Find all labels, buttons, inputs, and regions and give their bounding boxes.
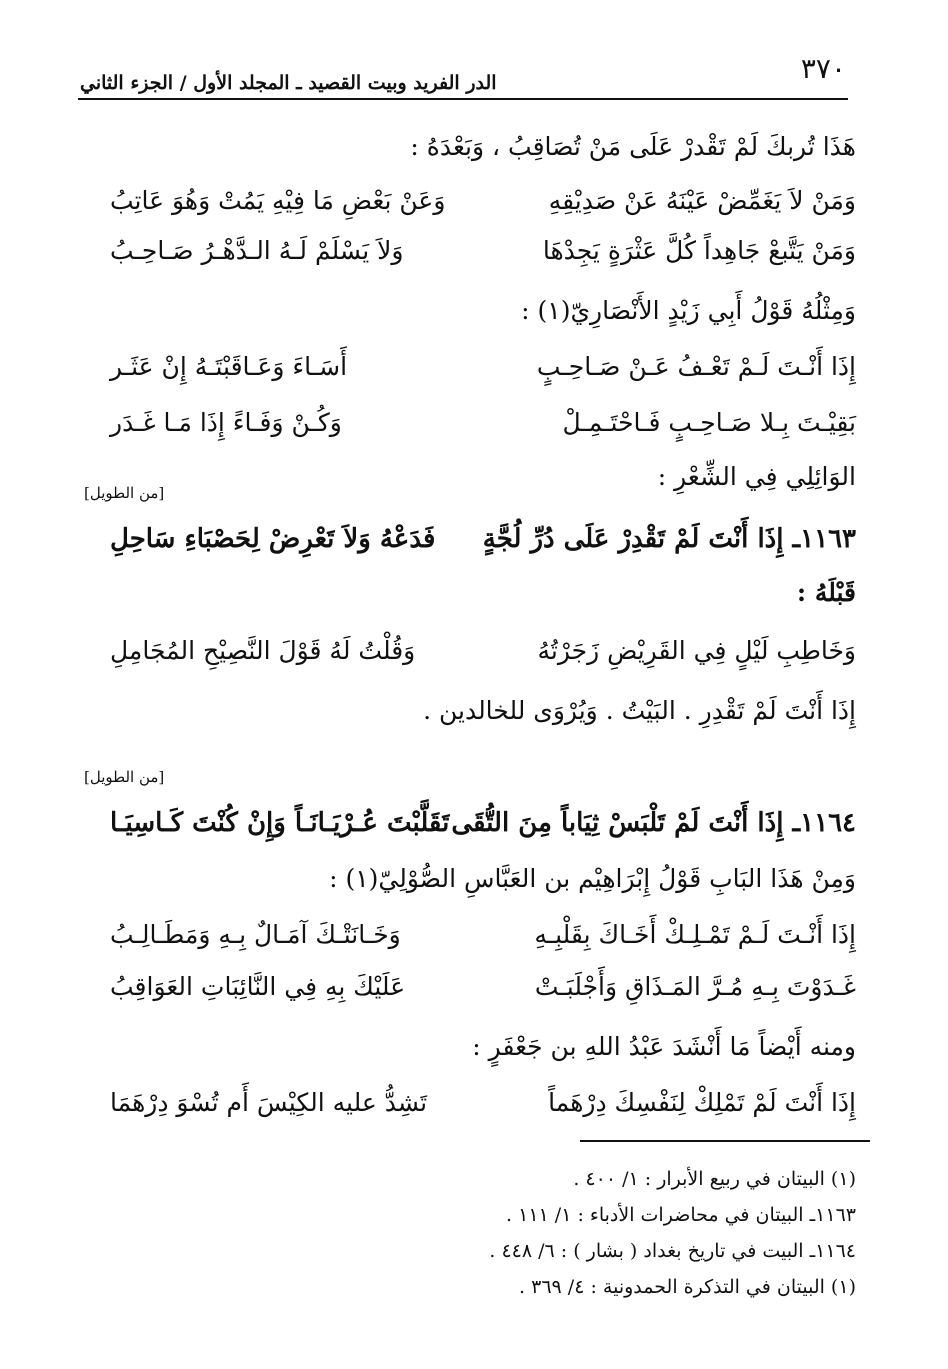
verse-first-hemistich: غَـدَوْتَ بِـهِ مُـرَّ المَـذَاقِ وَأَجْلَبَـتْ [534,972,856,1001]
verse-second-hemistich: أَسَـاءَ وَعَـاقَبْتَـهُ إِنْ عَثَـر [110,352,348,381]
prose-intro-4: قَبْلَهُ : [796,578,856,607]
verse-first-hemistich: وَمَنْ يَتَّبعْ جَاهِداً كُلَّ عَثْرَةٍ يَجِدْهَا [542,236,856,265]
footnote-rule [580,1140,870,1142]
verse-first-hemistich: إِذَا أَنْـتَ لَـمْ تَمْـلِـكْ أَخَـاكَ بِقَلْبِـهِ [534,920,856,949]
meter-label: [من الطويل] [84,768,165,786]
verse-second-hemistich: تَشِدُّ عليه الكِيْسَ أَم تُسْوَ دِرْهَمَا [110,1088,428,1117]
numbered-verse-1163 [110,524,856,564]
header-rule [78,98,848,100]
verse-second-hemistich: تَقَلَّبْتَ عُـرْيَـانَـاً وَإِنْ كُنْتَ كَـاسِيَـا [110,808,450,838]
verse-second-hemistich: فَدَعْهُ وَلاَ تَعْرِضْ لِحَصْبَاءِ سَاحِلِ [110,524,436,554]
running-title: الدر الفريد وبيت القصيد ـ المجلد الأول / الجزء الثاني [80,72,497,94]
footnote: (١) البيتان في ربيع الأبرار : ١/ ٤٠٠ . [573,1168,856,1190]
verse-first-hemistich: بَقِيْـتَ بِـلا صَـاحِـبٍ فَـاحْتَـمِـلْ [562,408,856,437]
verse-line [110,920,856,960]
prose-intro-2: وَمِثْلُهُ قَوْلُ أَبِي زَيْدٍ الأَنْصَارِيّ(١) : [521,296,856,325]
verse-line [110,352,856,392]
footnote: (١) البيتان في التذكرة الحمدونية : ٤/ ٣٦٩ . [519,1276,856,1298]
verse-line [110,1088,856,1128]
prose-intro-3: الوَائِلِي فِي الشِّعْرِ : [657,462,856,491]
footnote: ١١٦٤ـ البيت في تاريخ بغداد ( بشار ) : ٦/ ٤٤٨ . [489,1240,856,1262]
verse-second-hemistich: وَعَنْ بَعْضِ مَا فِيْهِ يَمُتْ وَهُوَ عَاتِبُ [110,186,446,215]
verse-first-hemistich: ١١٦٤ـ إِذَا أَنْتَ لَمْ تَلْبَسْ ثِيَاباً مِنَ التُّقَى [451,808,856,838]
page-number: ٣٧٠ [800,52,846,85]
prose-intro-6: وَمِنْ هَذَا البَابِ قَوْلُ إِبْرَاهِيْم بن العَبَّاسِ الصُّوْلِيّ(١) : [329,864,856,893]
verse-first-hemistich: ١١٦٣ـ إِذَا أَنْتَ لَمْ تَقْدِرْ عَلَى دُرِّ لُجَّةٍ [482,524,856,554]
verse-first-hemistich: وَمَنْ لاَ يَغَمِّضْ عَيْنَهُ عَنْ صَدِيْقِهِ [548,186,856,215]
prose-line-5: إِذَا أَنْتَ لَمْ تَقْدِرِ . البَيْتُ . وَيُرْوَى للخالدين . [423,696,856,725]
verse-second-hemistich: عَلَيْكَ بِهِ فِي النَّائِبَاتِ العَوَاقِبُ [110,972,406,1001]
verse-line [110,408,856,448]
verse-line [110,972,856,1012]
verse-first-hemistich: إِذَا أَنْتَ لَمْ تَمْلِكْ لِنَفْسِكَ دِرْهَماً [548,1088,856,1117]
prose-intro-7: ومنه أَيْضاً مَا أَنْشَدَ عَبْدُ اللهِ بن جَعْفَرٍ : [472,1032,856,1061]
verse-second-hemistich: وَقُلْتُ لَهُ قَوْلَ النَّصِيْحِ المُجَامِلِ [110,636,416,665]
verse-first-hemistich: إِذَا أَنْـتَ لَـمْ تَعْـفُ عَـنْ صَـاحِـبٍ [536,352,856,381]
numbered-verse-1164 [110,808,856,848]
footnote: ١١٦٣ـ البيتان في محاضرات الأدباء : ١/ ١١١ . [506,1204,856,1226]
meter-label: [من الطويل] [84,484,165,502]
verse-second-hemistich: وَكُـنْ وَفَـاءً إِذَا مَـا غَـدَر [110,408,342,437]
verse-first-hemistich: وَخَاطِبِ لَيْلٍ فِي القَرِيْضِ زَجَرْتُهُ [537,636,856,665]
verse-line [110,186,856,226]
verse-line [110,636,856,676]
prose-intro-1: هَذَا تُربكَ لَمْ تَقْدرْ عَلَى مَنْ تُصَاقِبُ ، وَبَعْدَهُ : [410,132,856,161]
verse-line [110,236,856,276]
verse-second-hemistich: وَلاَ يَسْلَمْ لَـهُ الـدَّهْـرُ صَـاحِـبُ [110,236,404,265]
verse-second-hemistich: وَخَـانَتْـكَ آمَـالٌ بِـهِ وَمَطَـالِـبُ [110,920,401,949]
